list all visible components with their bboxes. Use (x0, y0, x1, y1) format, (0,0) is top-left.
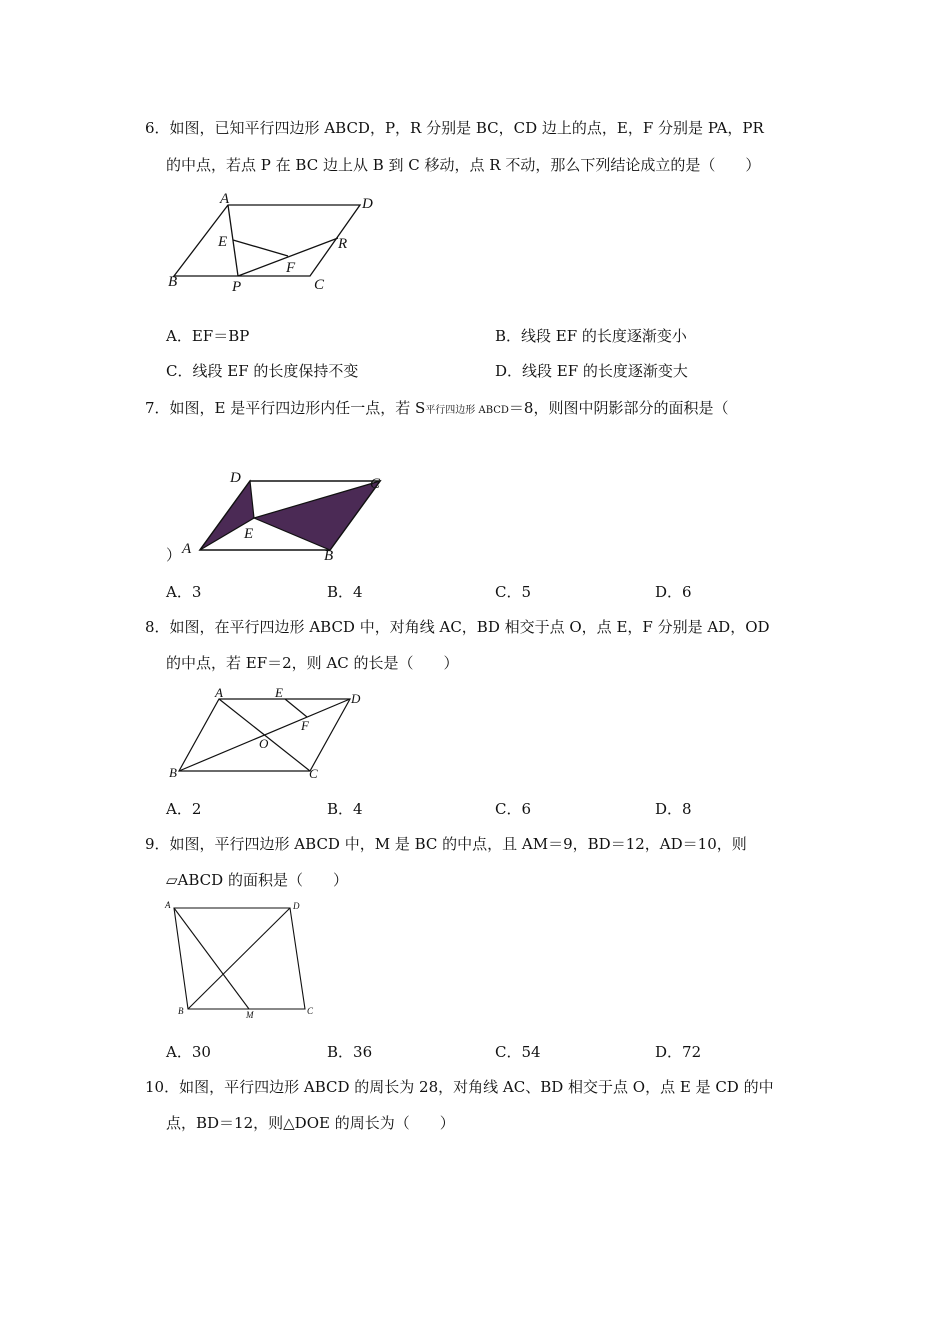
q8-label-E: E (275, 685, 283, 700)
q6-label-F: F (286, 260, 296, 276)
q6-label-R: R (338, 236, 348, 252)
q7-label-D: D (230, 470, 241, 486)
q7-shaded-right (254, 481, 380, 550)
q7-label-B: B (324, 548, 334, 564)
q8-stem-line1: 8．如图，在平行四边形 ABCD 中，对角线 AC，BD 相交于点 O，点 E，F 分别是 AD，OD (145, 618, 770, 636)
q8-option-d[interactable]: D．8 (655, 800, 692, 818)
q9-option-b[interactable]: B．36 (327, 1043, 373, 1061)
q7-label-E: E (244, 526, 254, 542)
q7-stem-subscript: 平行四边形 ABCD (425, 405, 509, 416)
q6-option-a[interactable]: A．EF＝BP (166, 327, 250, 345)
q9-stem-line2: ▱ABCD 的面积是（ ） (166, 871, 348, 889)
q7-option-c[interactable]: C．5 (495, 583, 532, 601)
q9-label-C: C (307, 1006, 314, 1016)
q7-option-a[interactable]: A．3 (166, 583, 202, 601)
q6-label-E: E (218, 234, 228, 250)
q9-figure (160, 898, 330, 1023)
q7-option-b[interactable]: B．4 (327, 583, 363, 601)
q6-figure (160, 188, 400, 298)
q9-label-D: D (293, 901, 300, 911)
q7-stem-line2: ） (166, 546, 182, 564)
q7-figure (178, 468, 398, 568)
q8-option-c[interactable]: C．6 (495, 800, 532, 818)
q8-stem-line2: 的中点，若 EF＝2，则 AC 的长是（ ） (166, 654, 459, 672)
q7-stem-pre: 7．如图，E 是平行四边形内任一点，若 S (145, 399, 426, 417)
q10-stem-line2: 点，BD＝12，则△DOE 的周长为（ ） (166, 1114, 455, 1132)
q7-label-A: A (182, 541, 192, 557)
q8-option-a[interactable]: A．2 (166, 800, 202, 818)
q6-option-b[interactable]: B．线段 EF 的长度逐渐变小 (495, 327, 687, 345)
q9-option-d[interactable]: D．72 (655, 1043, 702, 1061)
q7-label-C: C (370, 476, 381, 492)
q8-label-F: F (301, 718, 309, 733)
q9-label-A: A (165, 900, 171, 910)
q7-stem-post: ＝8，则图中阴影部分的面积是（ (508, 399, 729, 417)
q7-stem-line1 (145, 398, 728, 421)
q6-stem-line2: 的中点，若点 P 在 BC 边上从 B 到 C 移动，点 R 不动，那么下列结论成立的是（ ） (166, 156, 761, 174)
q8-label-A: A (215, 685, 223, 700)
q9-label-M: M (246, 1010, 254, 1020)
q8-label-B: B (169, 765, 177, 780)
q6-option-d[interactable]: D．线段 EF 的长度逐渐变大 (495, 362, 688, 380)
q6-label-P: P (232, 279, 242, 295)
q6-label-D: D (362, 196, 373, 212)
q8-option-b[interactable]: B．4 (327, 800, 363, 818)
q7-option-d[interactable]: D．6 (655, 583, 692, 601)
q6-label-A: A (220, 191, 230, 207)
q9-option-c[interactable]: C．54 (495, 1043, 541, 1061)
q8-label-O: O (259, 736, 269, 751)
q6-stem-line1: 6．如图，已知平行四边形 ABCD，P，R 分别是 BC，CD 边上的点，E，F 分别是 PA，PR (145, 119, 764, 137)
q6-option-c[interactable]: C．线段 EF 的长度保持不变 (166, 362, 359, 380)
q9-stem-line1: 9．如图，平行四边形 ABCD 中，M 是 BC 的中点，且 AM＝9，BD＝12，AD＝10，则 (145, 835, 747, 853)
q10-stem-line1: 10．如图，平行四边形 ABCD 的周长为 28，对角线 AC、BD 相交于点 O，点 E 是 CD 的中 (145, 1078, 774, 1096)
q6-label-C: C (314, 277, 325, 293)
q8-label-C: C (309, 766, 318, 781)
q8-label-D: D (351, 691, 361, 706)
q9-option-a[interactable]: A．30 (166, 1043, 211, 1061)
q8-figure (165, 685, 375, 785)
q9-label-B: B (178, 1006, 184, 1016)
q6-label-B: B (168, 274, 178, 290)
